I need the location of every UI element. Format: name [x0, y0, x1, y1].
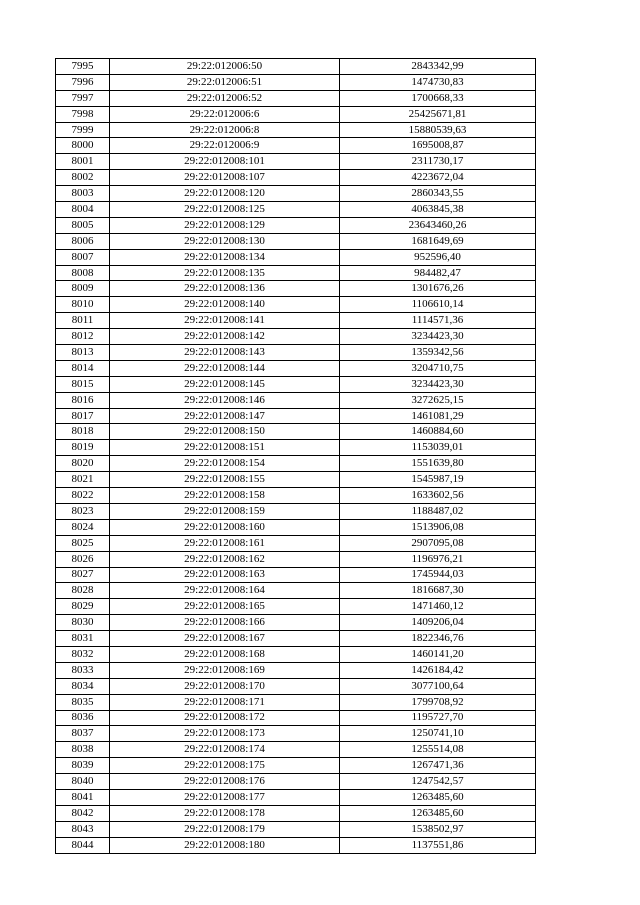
cadastral-number-cell: 29:22:012008:179	[110, 821, 340, 837]
cadastral-value-cell: 15880539,63	[340, 122, 536, 138]
cadastral-value-cell: 1195727,70	[340, 710, 536, 726]
row-number-cell: 8007	[56, 249, 110, 265]
cadastral-number-cell: 29:22:012008:101	[110, 154, 340, 170]
row-number-cell: 8034	[56, 678, 110, 694]
row-number-cell: 8039	[56, 758, 110, 774]
table-row	[56, 503, 536, 519]
cadastral-value-table	[55, 58, 536, 854]
cadastral-number-cell: 29:22:012008:135	[110, 265, 340, 281]
row-number-cell: 8026	[56, 551, 110, 567]
row-number-cell: 8031	[56, 631, 110, 647]
cadastral-value-cell: 1114571,36	[340, 313, 536, 329]
cadastral-number-cell: 29:22:012008:142	[110, 329, 340, 345]
row-number-cell: 8009	[56, 281, 110, 297]
cadastral-number-cell: 29:22:012008:160	[110, 519, 340, 535]
cadastral-number-cell: 29:22:012008:168	[110, 646, 340, 662]
cadastral-value-cell: 1551639,80	[340, 456, 536, 472]
row-number-cell: 8020	[56, 456, 110, 472]
table-row	[56, 154, 536, 170]
row-number-cell: 8029	[56, 599, 110, 615]
cadastral-number-cell: 29:22:012006:51	[110, 74, 340, 90]
row-number-cell: 8018	[56, 424, 110, 440]
table-row	[56, 662, 536, 678]
row-number-cell: 8008	[56, 265, 110, 281]
cadastral-number-cell: 29:22:012008:129	[110, 217, 340, 233]
cadastral-value-cell: 2907095,08	[340, 535, 536, 551]
table-row	[56, 281, 536, 297]
cadastral-value-cell: 1409206,04	[340, 615, 536, 631]
cadastral-number-cell: 29:22:012008:143	[110, 345, 340, 361]
table-row	[56, 837, 536, 853]
row-number-cell: 8006	[56, 233, 110, 249]
cadastral-value-cell: 1255514,08	[340, 742, 536, 758]
cadastral-value-cell: 1250741,10	[340, 726, 536, 742]
table-row	[56, 774, 536, 790]
table-row	[56, 583, 536, 599]
table-row	[56, 678, 536, 694]
row-number-cell: 8024	[56, 519, 110, 535]
row-number-cell: 8003	[56, 186, 110, 202]
cadastral-number-cell: 29:22:012008:151	[110, 440, 340, 456]
cadastral-number-cell: 29:22:012008:163	[110, 567, 340, 583]
table-row	[56, 59, 536, 75]
cadastral-value-cell: 1359342,56	[340, 345, 536, 361]
table-row	[56, 233, 536, 249]
table-row	[56, 265, 536, 281]
cadastral-value-cell: 1633602,56	[340, 488, 536, 504]
cadastral-number-cell: 29:22:012008:146	[110, 392, 340, 408]
row-number-cell: 8013	[56, 345, 110, 361]
row-number-cell: 8044	[56, 837, 110, 853]
row-number-cell: 8004	[56, 202, 110, 218]
cadastral-number-cell: 29:22:012008:164	[110, 583, 340, 599]
table-row	[56, 535, 536, 551]
table-row	[56, 297, 536, 313]
row-number-cell: 8027	[56, 567, 110, 583]
cadastral-value-cell: 1301676,26	[340, 281, 536, 297]
cadastral-number-cell: 29:22:012006:6	[110, 106, 340, 122]
row-number-cell: 7999	[56, 122, 110, 138]
cadastral-value-cell: 1822346,76	[340, 631, 536, 647]
cadastral-value-cell: 1681649,69	[340, 233, 536, 249]
row-number-cell: 8021	[56, 472, 110, 488]
cadastral-value-cell: 1247542,57	[340, 774, 536, 790]
row-number-cell: 8041	[56, 789, 110, 805]
cadastral-number-cell: 29:22:012008:173	[110, 726, 340, 742]
table-row	[56, 122, 536, 138]
row-number-cell: 8022	[56, 488, 110, 504]
cadastral-value-cell: 1153039,01	[340, 440, 536, 456]
cadastral-value-cell: 1799708,92	[340, 694, 536, 710]
cadastral-value-cell: 1471460,12	[340, 599, 536, 615]
cadastral-value-cell: 1106610,14	[340, 297, 536, 313]
cadastral-value-cell: 2311730,17	[340, 154, 536, 170]
cadastral-value-cell: 1474730,83	[340, 74, 536, 90]
table-row	[56, 424, 536, 440]
table-row	[56, 90, 536, 106]
cadastral-value-cell: 1137551,86	[340, 837, 536, 853]
cadastral-value-cell: 3077100,64	[340, 678, 536, 694]
row-number-cell: 7997	[56, 90, 110, 106]
cadastral-value-cell: 1460141,20	[340, 646, 536, 662]
row-number-cell: 7998	[56, 106, 110, 122]
cadastral-number-cell: 29:22:012008:176	[110, 774, 340, 790]
cadastral-number-cell: 29:22:012008:175	[110, 758, 340, 774]
cadastral-number-cell: 29:22:012008:130	[110, 233, 340, 249]
row-number-cell: 8023	[56, 503, 110, 519]
cadastral-number-cell: 29:22:012008:172	[110, 710, 340, 726]
cadastral-value-cell: 25425671,81	[340, 106, 536, 122]
table-row	[56, 345, 536, 361]
table-row	[56, 360, 536, 376]
row-number-cell: 8017	[56, 408, 110, 424]
table-row	[56, 472, 536, 488]
table-row	[56, 456, 536, 472]
row-number-cell: 8014	[56, 360, 110, 376]
table-row	[56, 138, 536, 154]
cadastral-value-cell: 1460884,60	[340, 424, 536, 440]
row-number-cell: 8037	[56, 726, 110, 742]
cadastral-number-cell: 29:22:012006:8	[110, 122, 340, 138]
cadastral-number-cell: 29:22:012008:136	[110, 281, 340, 297]
cadastral-number-cell: 29:22:012006:9	[110, 138, 340, 154]
table-row	[56, 376, 536, 392]
row-number-cell: 8036	[56, 710, 110, 726]
table-row	[56, 551, 536, 567]
cadastral-number-cell: 29:22:012008:159	[110, 503, 340, 519]
row-number-cell: 8028	[56, 583, 110, 599]
cadastral-number-cell: 29:22:012008:178	[110, 805, 340, 821]
cadastral-value-cell: 2860343,55	[340, 186, 536, 202]
table-row	[56, 186, 536, 202]
table-row	[56, 758, 536, 774]
cadastral-number-cell: 29:22:012008:144	[110, 360, 340, 376]
table-row	[56, 821, 536, 837]
table-row	[56, 74, 536, 90]
table-body	[56, 59, 536, 854]
cadastral-value-cell: 1816687,30	[340, 583, 536, 599]
cadastral-number-cell: 29:22:012008:120	[110, 186, 340, 202]
row-number-cell: 8038	[56, 742, 110, 758]
table-row	[56, 789, 536, 805]
cadastral-number-cell: 29:22:012008:141	[110, 313, 340, 329]
cadastral-value-cell: 1695008,87	[340, 138, 536, 154]
table-row	[56, 599, 536, 615]
cadastral-number-cell: 29:22:012008:166	[110, 615, 340, 631]
cadastral-value-cell: 1461081,29	[340, 408, 536, 424]
cadastral-value-cell: 1700668,33	[340, 90, 536, 106]
row-number-cell: 8033	[56, 662, 110, 678]
table-row	[56, 742, 536, 758]
cadastral-value-cell: 1513906,08	[340, 519, 536, 535]
cadastral-number-cell: 29:22:012008:145	[110, 376, 340, 392]
cadastral-number-cell: 29:22:012008:134	[110, 249, 340, 265]
cadastral-number-cell: 29:22:012008:147	[110, 408, 340, 424]
row-number-cell: 8000	[56, 138, 110, 154]
cadastral-value-cell: 1426184,42	[340, 662, 536, 678]
cadastral-value-cell: 3234423,30	[340, 376, 536, 392]
table-row	[56, 646, 536, 662]
table-row	[56, 249, 536, 265]
cadastral-number-cell: 29:22:012008:174	[110, 742, 340, 758]
table-row	[56, 202, 536, 218]
table-row	[56, 631, 536, 647]
table-row	[56, 392, 536, 408]
cadastral-value-cell: 1196976,21	[340, 551, 536, 567]
cadastral-value-cell: 984482,47	[340, 265, 536, 281]
cadastral-number-cell: 29:22:012008:161	[110, 535, 340, 551]
cadastral-value-cell: 3234423,30	[340, 329, 536, 345]
cadastral-value-cell: 1188487,02	[340, 503, 536, 519]
row-number-cell: 8019	[56, 440, 110, 456]
cadastral-number-cell: 29:22:012008:155	[110, 472, 340, 488]
cadastral-number-cell: 29:22:012008:158	[110, 488, 340, 504]
table-row	[56, 694, 536, 710]
table-row	[56, 710, 536, 726]
table-row	[56, 726, 536, 742]
cadastral-number-cell: 29:22:012008:125	[110, 202, 340, 218]
row-number-cell: 8040	[56, 774, 110, 790]
table-row	[56, 408, 536, 424]
cadastral-value-cell: 1263485,60	[340, 789, 536, 805]
row-number-cell: 8030	[56, 615, 110, 631]
table-row	[56, 329, 536, 345]
table-row	[56, 440, 536, 456]
row-number-cell: 7996	[56, 74, 110, 90]
cadastral-number-cell: 29:22:012008:180	[110, 837, 340, 853]
cadastral-number-cell: 29:22:012008:150	[110, 424, 340, 440]
row-number-cell: 8012	[56, 329, 110, 345]
table-row	[56, 488, 536, 504]
row-number-cell: 8025	[56, 535, 110, 551]
row-number-cell: 8005	[56, 217, 110, 233]
cadastral-number-cell: 29:22:012008:170	[110, 678, 340, 694]
cadastral-number-cell: 29:22:012008:165	[110, 599, 340, 615]
row-number-cell: 8042	[56, 805, 110, 821]
row-number-cell: 8010	[56, 297, 110, 313]
table-row	[56, 106, 536, 122]
table-row	[56, 313, 536, 329]
row-number-cell: 8002	[56, 170, 110, 186]
cadastral-number-cell: 29:22:012008:177	[110, 789, 340, 805]
cadastral-value-cell: 1538502,97	[340, 821, 536, 837]
cadastral-value-cell: 1545987,19	[340, 472, 536, 488]
cadastral-value-cell: 2843342,99	[340, 59, 536, 75]
row-number-cell: 8032	[56, 646, 110, 662]
table-row	[56, 519, 536, 535]
cadastral-number-cell: 29:22:012008:169	[110, 662, 340, 678]
cadastral-number-cell: 29:22:012006:50	[110, 59, 340, 75]
row-number-cell: 8043	[56, 821, 110, 837]
cadastral-value-cell: 4223672,04	[340, 170, 536, 186]
cadastral-number-cell: 29:22:012008:107	[110, 170, 340, 186]
cadastral-value-cell: 3272625,15	[340, 392, 536, 408]
table-row	[56, 170, 536, 186]
row-number-cell: 8016	[56, 392, 110, 408]
row-number-cell: 7995	[56, 59, 110, 75]
cadastral-value-cell: 1745944,03	[340, 567, 536, 583]
row-number-cell: 8011	[56, 313, 110, 329]
table-row	[56, 615, 536, 631]
cadastral-value-cell: 4063845,38	[340, 202, 536, 218]
row-number-cell: 8035	[56, 694, 110, 710]
cadastral-value-cell: 3204710,75	[340, 360, 536, 376]
cadastral-number-cell: 29:22:012008:171	[110, 694, 340, 710]
row-number-cell: 8015	[56, 376, 110, 392]
cadastral-number-cell: 29:22:012008:167	[110, 631, 340, 647]
cadastral-number-cell: 29:22:012006:52	[110, 90, 340, 106]
table-row	[56, 805, 536, 821]
table-row	[56, 567, 536, 583]
cadastral-value-cell: 23643460,26	[340, 217, 536, 233]
cadastral-number-cell: 29:22:012008:154	[110, 456, 340, 472]
cadastral-value-cell: 952596,40	[340, 249, 536, 265]
table-row	[56, 217, 536, 233]
row-number-cell: 8001	[56, 154, 110, 170]
cadastral-value-cell: 1267471,36	[340, 758, 536, 774]
cadastral-number-cell: 29:22:012008:140	[110, 297, 340, 313]
cadastral-number-cell: 29:22:012008:162	[110, 551, 340, 567]
cadastral-value-cell: 1263485,60	[340, 805, 536, 821]
